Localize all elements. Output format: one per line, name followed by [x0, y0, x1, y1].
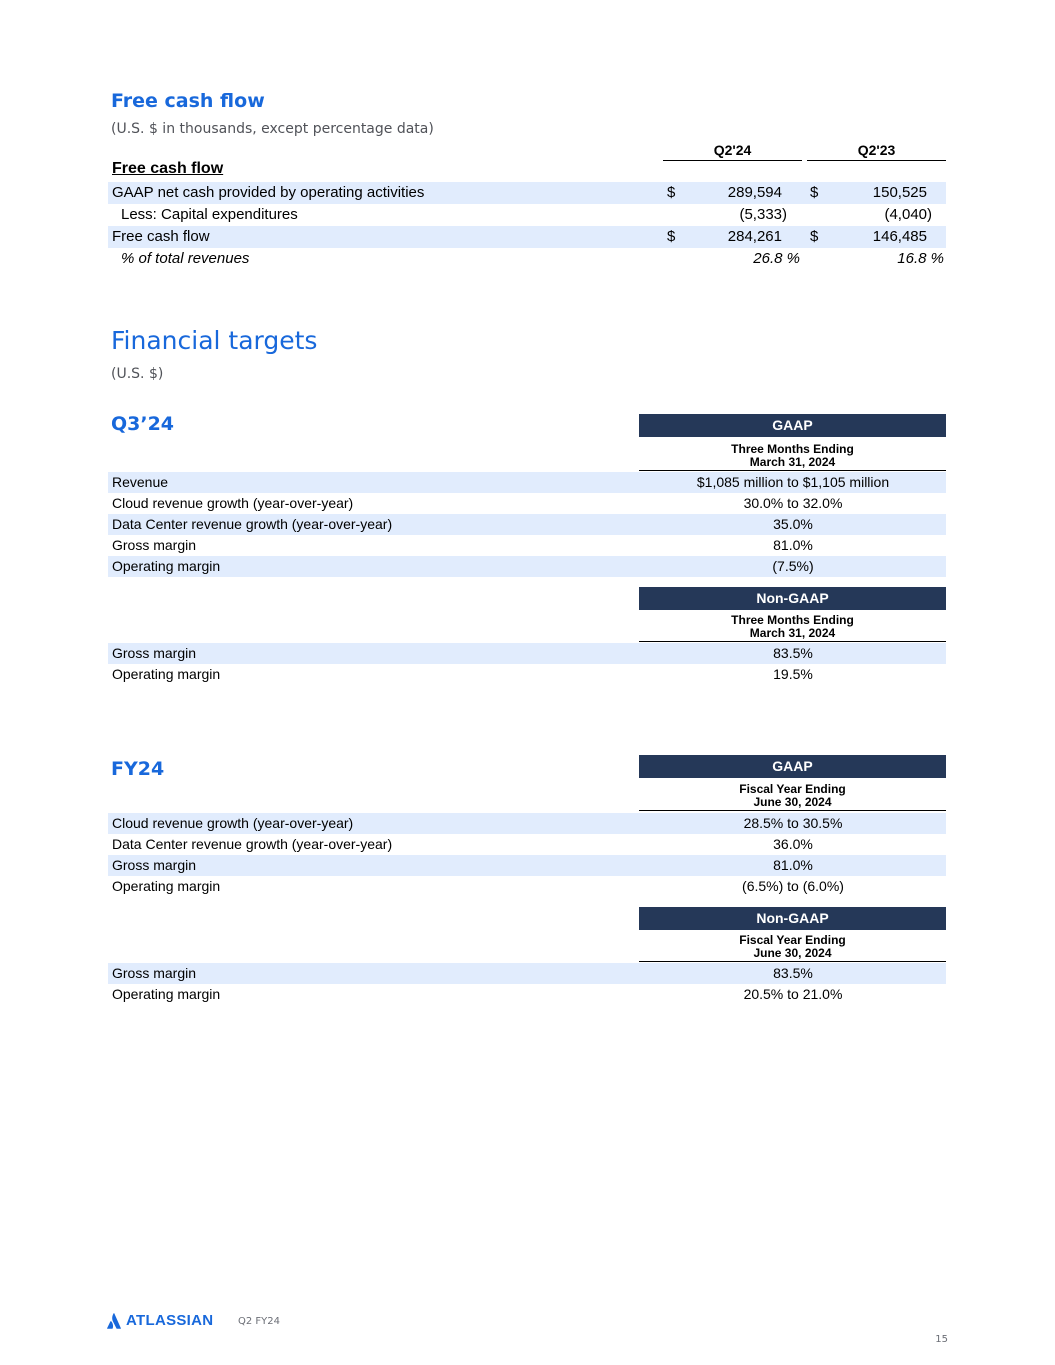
row-label: Less: Capital expenditures — [121, 206, 298, 223]
table-row — [108, 963, 946, 984]
currency-symbol: $ — [667, 184, 676, 201]
fy24-nongaap-header: Non-GAAP — [639, 907, 946, 930]
table-row — [108, 535, 946, 556]
row-label: Revenue — [112, 474, 169, 490]
footer-brand: ATLASSIAN — [126, 1312, 214, 1329]
row-value: 35.0% — [773, 516, 813, 532]
atlassian-logo-icon — [107, 1313, 121, 1329]
table-row — [108, 876, 946, 897]
targets-title: Financial targets — [111, 326, 318, 355]
q3-gaap-header: GAAP — [639, 414, 946, 437]
fcf-title: Free cash flow — [111, 90, 265, 112]
row-value: $1,085 million to $1,105 million — [696, 474, 890, 490]
row-label: Gross margin — [112, 857, 197, 873]
fy24-section-label: FY24 — [111, 758, 165, 780]
row-label: Gross margin — [112, 645, 197, 661]
row-value: (6.5%) to (6.0%) — [742, 878, 844, 894]
table-row — [108, 472, 946, 493]
row-value: 81.0% — [773, 537, 813, 553]
row-value: (7.5%) — [772, 558, 814, 574]
value-q2-23: 150,525 — [872, 184, 927, 201]
fy24-gaap-header: GAAP — [639, 755, 946, 778]
fy24-gaap-period — [639, 783, 946, 811]
row-label: Operating margin — [112, 558, 221, 574]
value-q2-24: (5,333) — [739, 206, 787, 223]
row-value: 81.0% — [773, 857, 813, 873]
targets-subtitle: (U.S. $) — [111, 366, 164, 382]
row-label: Gross margin — [112, 965, 197, 981]
row-label: Cloud revenue growth (year-over-year) — [112, 495, 354, 511]
table-row — [108, 855, 946, 876]
fcf-col-q2-23: Q2'23 — [807, 142, 946, 161]
row-label: Cloud revenue growth (year-over-year) — [112, 815, 354, 831]
row-label: Free cash flow — [112, 228, 210, 245]
row-value: 30.0% to 32.0% — [743, 495, 843, 511]
row-value: 20.5% to 21.0% — [743, 986, 843, 1002]
footer-period: Q2 FY24 — [238, 1316, 280, 1327]
q3-nongaap-period — [639, 614, 946, 642]
row-label: Operating margin — [112, 986, 221, 1002]
row-label: Data Center revenue growth (year-over-year) — [112, 836, 393, 852]
period-line: June 30, 2024 — [753, 795, 832, 809]
row-value: 83.5% — [773, 965, 813, 981]
row-label: GAAP net cash provided by operating activities — [112, 184, 425, 201]
table-row — [108, 514, 946, 535]
value-q2-24: 26.8 % — [753, 250, 800, 267]
table-row — [108, 643, 946, 664]
row-label: Gross margin — [112, 537, 197, 553]
table-row — [108, 248, 946, 270]
q3-gaap-period — [639, 443, 946, 471]
value-q2-23: 146,485 — [872, 228, 927, 245]
table-row — [108, 204, 946, 226]
table-row — [108, 984, 946, 1005]
table-row — [108, 226, 946, 248]
table-row — [108, 664, 946, 685]
period-line: Three Months Ending — [731, 442, 854, 456]
period-line: Fiscal Year Ending — [739, 933, 846, 947]
row-value: 36.0% — [773, 836, 813, 852]
currency-symbol: $ — [810, 184, 819, 201]
row-value: 28.5% to 30.5% — [743, 815, 843, 831]
table-row — [108, 556, 946, 577]
fcf-subtitle: (U.S. $ in thousands, except percentage data) — [111, 121, 434, 137]
q3-nongaap-header: Non-GAAP — [639, 587, 946, 610]
period-line: Fiscal Year Ending — [739, 782, 846, 796]
value-q2-24: 289,594 — [727, 184, 782, 201]
fy24-nongaap-period — [639, 934, 946, 962]
period-line: March 31, 2024 — [749, 455, 836, 469]
row-label: Operating margin — [112, 666, 221, 682]
period-line: March 31, 2024 — [749, 626, 836, 640]
table-row — [108, 834, 946, 855]
fcf-col-q2-24: Q2'24 — [663, 142, 802, 161]
period-line: Three Months Ending — [731, 613, 854, 627]
table-row — [108, 493, 946, 514]
row-value: 83.5% — [773, 645, 813, 661]
value-q2-23: (4,040) — [884, 206, 932, 223]
table-row — [108, 182, 946, 204]
value-q2-24: 284,261 — [727, 228, 782, 245]
page-number: 15 — [935, 1334, 948, 1345]
row-label: % of total revenues — [121, 250, 250, 267]
fcf-section-label: Free cash flow — [112, 160, 224, 177]
currency-symbol: $ — [810, 228, 819, 245]
table-row — [108, 813, 946, 834]
period-line: June 30, 2024 — [753, 946, 832, 960]
row-value: 19.5% — [773, 666, 813, 682]
row-label: Operating margin — [112, 878, 221, 894]
currency-symbol: $ — [667, 228, 676, 245]
row-label: Data Center revenue growth (year-over-year) — [112, 516, 393, 532]
q3-section-label: Q3’24 — [111, 413, 175, 435]
value-q2-23: 16.8 % — [897, 250, 944, 267]
